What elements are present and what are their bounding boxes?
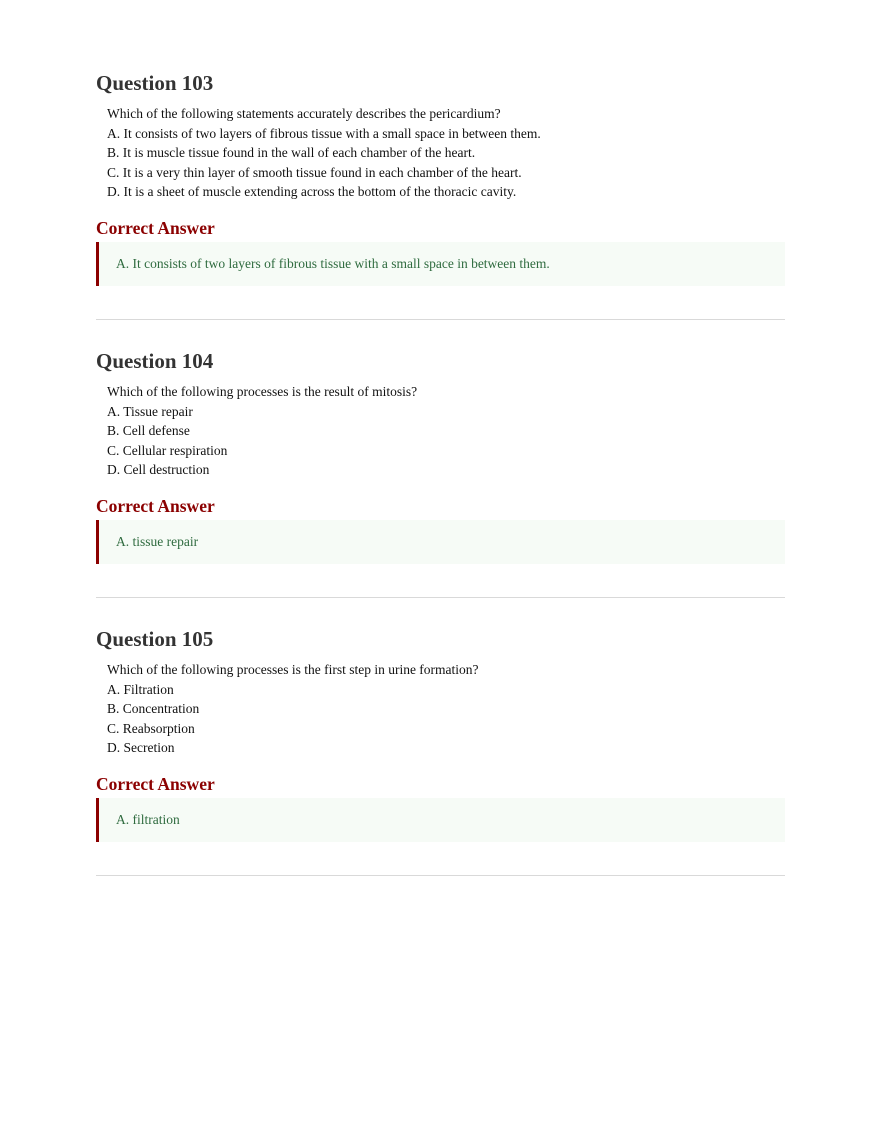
correct-answer-box (96, 798, 785, 842)
correct-answer-box (96, 520, 785, 564)
question-text: Which of the following processes is the first step in urine formation? (107, 662, 479, 677)
correct-answer-heading: Correct Answer (96, 217, 215, 238)
question-title: Question 103 (96, 71, 214, 95)
question-title: Question 105 (96, 627, 214, 651)
option-d: D. It is a sheet of muscle extending across the bottom of the thoracic cavity. (107, 184, 517, 199)
option-b: B. Cell defense (107, 423, 190, 438)
correct-answer-box (96, 242, 785, 286)
correct-answer-heading: Correct Answer (96, 773, 215, 794)
option-c: C. Cellular respiration (107, 442, 228, 458)
correct-answer-text: A. filtration (116, 811, 180, 827)
correct-answer-text: A. tissue repair (116, 533, 199, 549)
option-d: D. Cell destruction (107, 462, 210, 477)
question-body (96, 104, 785, 202)
option-a: A. Filtration (107, 681, 174, 697)
quiz-page (96, 70, 785, 904)
option-d: D. Secretion (107, 740, 175, 755)
question-block-104 (96, 348, 785, 598)
question-text: Which of the following processes is the result of mitosis? (107, 384, 418, 399)
option-c: C. It is a very thin layer of smooth tissue found in each chamber of the heart. (107, 164, 522, 180)
correct-answer-text: A. It consists of two layers of fibrous tissue with a small space in between them. (116, 255, 550, 271)
question-block-103 (96, 70, 785, 320)
option-a: A. Tissue repair (107, 403, 193, 419)
correct-answer-heading: Correct Answer (96, 495, 215, 516)
question-text: Which of the following statements accurately describes the pericardium? (107, 106, 501, 121)
option-b: B. It is muscle tissue found in the wall of each chamber of the heart. (107, 145, 476, 160)
question-body (96, 382, 785, 480)
question-body (96, 660, 785, 758)
option-c: C. Reabsorption (107, 720, 195, 736)
question-title: Question 104 (96, 349, 214, 373)
option-a: A. It consists of two layers of fibrous tissue with a small space in between them. (107, 125, 541, 141)
question-block-105 (96, 626, 785, 876)
option-b: B. Concentration (107, 701, 200, 716)
